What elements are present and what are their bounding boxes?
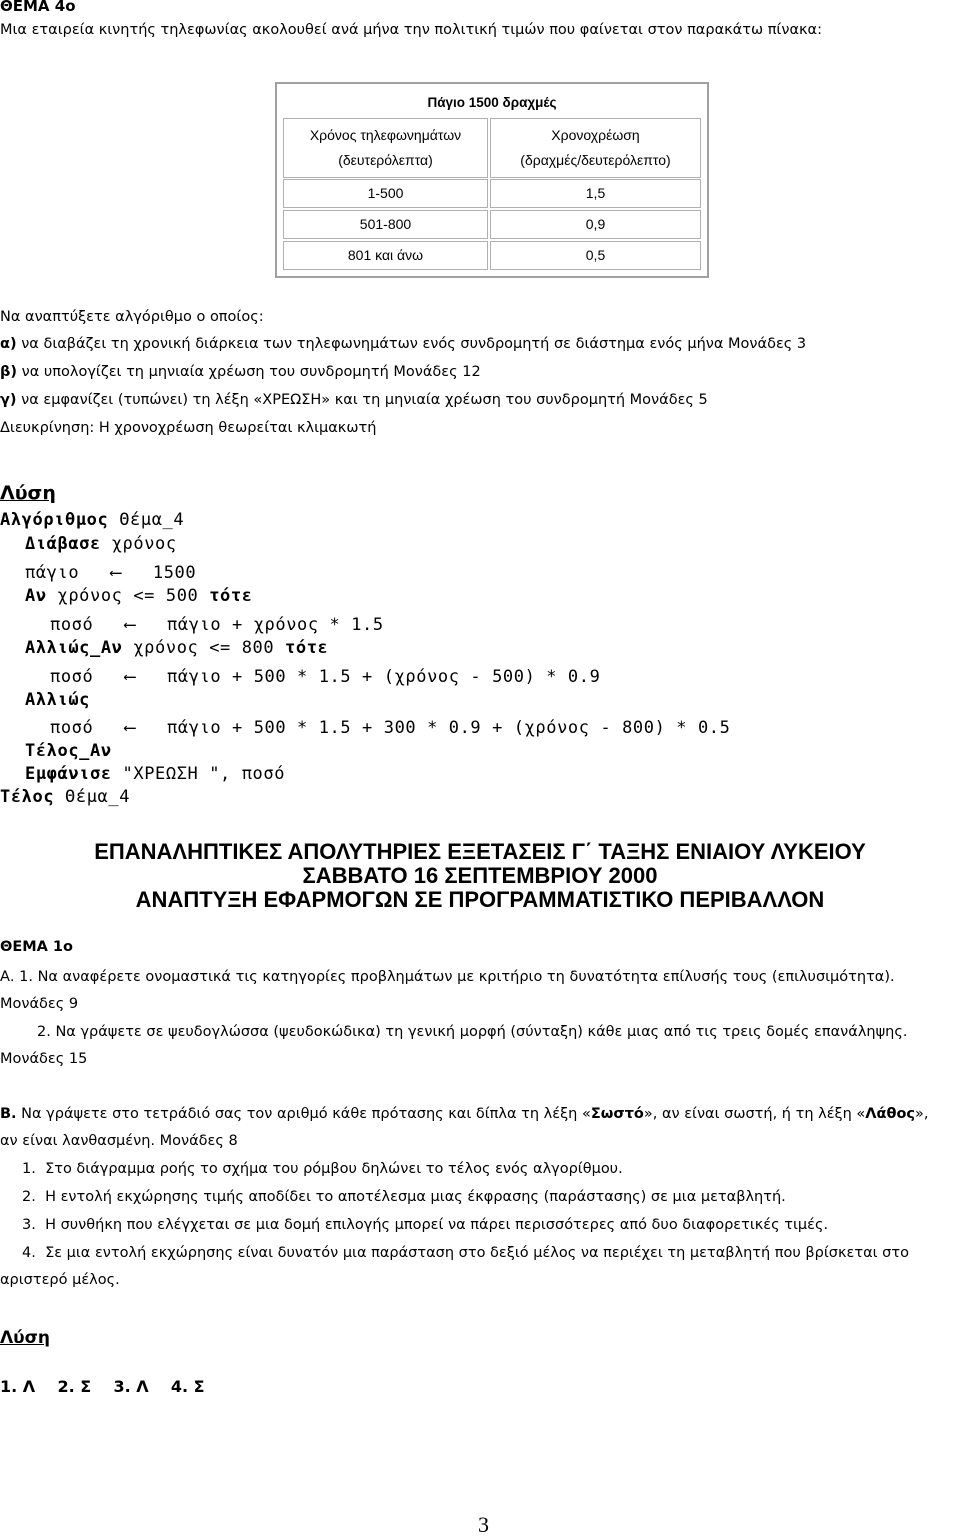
question-b-cont: αν είναι λανθασμένη. Μονάδες 8	[0, 1133, 238, 1149]
statement-cont: αριστερό μέλος.	[0, 1272, 120, 1288]
question-b-label: Β.	[0, 1106, 17, 1122]
question-b-text: Να γράψετε στο τετράδιό σας τον αριθμό κάθε πρότασης και δίπλα τη λέξη «	[16, 1106, 591, 1122]
table-row-range: 1-500	[283, 179, 488, 208]
algo-line	[50, 718, 730, 738]
table-row-rate: 0,5	[490, 241, 701, 270]
code-text: "ΧΡΕΩΣΗ ", ποσό	[111, 764, 286, 784]
task-text: να υπολογίζει τη μηνιαία χρέωση του συνδρομητή Μονάδες 12	[21, 364, 481, 380]
task-item-b	[0, 364, 481, 380]
algo-line	[50, 615, 384, 635]
table-header-rate	[490, 118, 701, 178]
header-duration-line1: Χρόνος τηλεφωνημάτων	[309, 127, 462, 143]
statement	[22, 1217, 828, 1233]
task-item-c	[0, 392, 708, 408]
wrong-word: Λάθος	[865, 1106, 915, 1122]
assign-arrow-icon: ⟵	[124, 667, 136, 687]
answers: 1. Λ 2. Σ 3. Λ 4. Σ	[0, 1377, 205, 1396]
question-a1: Α. 1. Να αναφέρετε ονομαστικά τις κατηγορίες προβλημάτων με κριτήριο τη δυνατότητα επίλυσής τους (επιλυσιμότητα).	[0, 969, 895, 985]
statement-number: 1.	[22, 1161, 36, 1177]
algo-line	[50, 667, 600, 687]
code-text: πάγιο + χρόνος * 1.5	[167, 615, 384, 635]
table-row-range: 501-800	[283, 210, 488, 239]
code-text: Θέμα_4	[54, 787, 131, 807]
code-text: ποσό	[50, 718, 94, 738]
question-b-text: », αν είναι σωστή, ή τη λέξη «	[643, 1106, 866, 1122]
theme4-intro: Μια εταιρεία κινητής τηλεφωνίας ακολουθεί ανά μήνα την πολιτική τιμών που φαίνεται στον παρακάτω πίνακα:	[0, 22, 822, 38]
code-text: πάγιο + 500 * 1.5 + (χρόνος - 500) * 0.9	[167, 667, 601, 687]
table-row-rate: 1,5	[490, 179, 701, 208]
keyword: Αλγόριθμος	[0, 510, 109, 530]
table-row-rate: 0,9	[490, 210, 701, 239]
keyword: Τέλος	[0, 787, 55, 807]
task-text: να διαβάζει τη χρονική διάρκεια των τηλεφωνημάτων ενός συνδρομητή σε διάστημα ενός μήνα Μονάδες 3	[21, 336, 807, 352]
question-b-text: »,	[915, 1106, 929, 1122]
header-rate-line2: (δραχμές/δευτερόλεπτο)	[520, 152, 671, 168]
table-row-range: 801 και άνω	[283, 241, 488, 270]
keyword: Εμφάνισε	[25, 764, 112, 784]
task-label: β)	[0, 364, 18, 380]
theme1-heading: ΘΕΜΑ 1ο	[0, 939, 73, 955]
algo-line	[0, 787, 130, 807]
task-text: να εμφανίζει (τυπώνει) τη λέξη «ΧΡΕΩΣΗ» και τη μηνιαία χρέωση του συνδρομητή Μονάδες 5	[21, 392, 708, 408]
header-rate-line1: Χρονοχρέωση	[551, 127, 640, 143]
exam-subject: ΑΝΑΠΤΥΞΗ ΕΦΑΡΜΟΓΩΝ ΣΕ ΠΡΟΓΡΑΜΜΑΤΙΣΤΙΚΟ ΠΕΡΙΒΑΛΛΟΝ	[135, 887, 825, 912]
assign-arrow-icon: ⟵	[124, 615, 136, 635]
algo-line	[25, 741, 112, 761]
algo-line	[25, 586, 253, 606]
task-intro: Να αναπτύξετε αλγόριθμο ο οποίος:	[0, 309, 264, 325]
keyword: Αν	[25, 586, 47, 606]
theme4-heading: ΘΕΜΑ 4ο	[0, 0, 76, 15]
code-text: χρόνος	[100, 534, 177, 554]
statement	[22, 1161, 623, 1177]
statement-number: 2.	[22, 1189, 36, 1205]
statement	[22, 1189, 786, 1205]
task-item-a	[0, 336, 806, 352]
algo-line	[25, 534, 177, 554]
code-text: πάγιο + 500 * 1.5 + 300 * 0.9 + (χρόνος - 800) * 0.5	[167, 718, 731, 738]
question-a1-units: Μονάδες 9	[0, 996, 79, 1012]
algo-line	[0, 510, 184, 530]
correct-word: Σωστό	[590, 1106, 644, 1122]
code-text: Θέμα_4	[108, 510, 185, 530]
algo-line	[25, 764, 285, 784]
header-duration-line2: (δευτερόλεπτα)	[338, 152, 433, 168]
exam-title: ΕΠΑΝΑΛΗΠΤΙΚΕΣ ΑΠΟΛΥΤΗΡΙΕΣ ΕΞΕΤΑΣΕΙΣ Γ΄ ΤΑΞΗΣ ΕΝΙΑΙΟΥ ΛΥΚΕΙΟΥ	[94, 839, 866, 864]
statement-text: Στο διάγραμμα ροής το σχήμα του ρόμβου δηλώνει το τέλος ενός αλγορίθμου.	[45, 1161, 623, 1177]
code-text: 1500	[152, 563, 197, 583]
question-b	[0, 1106, 928, 1122]
keyword: Αλλιώς	[25, 690, 91, 710]
table-header-duration	[283, 118, 488, 178]
algo-line	[25, 563, 196, 583]
assign-arrow-icon: ⟵	[124, 718, 136, 738]
page-number: 3	[478, 1512, 489, 1537]
algo-line	[25, 690, 90, 710]
exam-date: ΣΑΒΒΑΤΟ 16 ΣΕΠΤΕΜΒΡΙΟΥ 2000	[302, 863, 658, 888]
statement-number: 4.	[22, 1245, 36, 1261]
code-text: χρόνος <= 800	[122, 638, 286, 658]
keyword: Διάβασε	[25, 534, 101, 554]
algo-line	[25, 638, 328, 658]
statement-text: Η εντολή εκχώρησης τιμής αποδίδει το αποτέλεσμα μιας έκφρασης (παράστασης) σε μια μεταβλητή.	[45, 1189, 786, 1205]
statement-text: Σε μια εντολή εκχώρησης είναι δυνατόν μια παράσταση στο δεξιό μέλος να περιέχει τη μεταβλητή που βρίσκεται στο	[45, 1245, 909, 1261]
code-text: χρόνος <= 500	[46, 586, 210, 606]
question-a2-units: Μονάδες 15	[0, 1051, 88, 1067]
assign-arrow-icon: ⟵	[110, 563, 122, 583]
clarification: Διευκρίνηση: Η χρονοχρέωση θεωρείται κλιμακωτή	[0, 420, 377, 436]
code-text: ποσό	[50, 615, 94, 635]
keyword: Αλλιώς_Αν	[25, 638, 123, 658]
code-text: πάγιο	[25, 563, 80, 583]
table-caption: Πάγιο 1500 δραχμές	[427, 95, 557, 110]
price-table	[275, 82, 709, 278]
solution1-heading: Λύση	[0, 1328, 50, 1348]
statement-text: Η συνθήκη που ελέγχεται σε μια δομή επιλογής μπορεί να πάρει περισσότερες από δυο διαφορετικές τιμές.	[45, 1217, 829, 1233]
code-text: ποσό	[50, 667, 94, 687]
keyword: τότε	[285, 638, 329, 658]
keyword: Τέλος_Αν	[25, 741, 112, 761]
solution-heading: Λύση	[0, 482, 56, 504]
task-label: α)	[0, 336, 17, 352]
keyword: τότε	[209, 586, 253, 606]
question-a2: 2. Να γράψετε σε ψευδογλώσσα (ψευδοκώδικα) τη γενική μορφή (σύνταξη) κάθε μιας από τις τρεις δομές επανάληψης.	[37, 1024, 908, 1040]
statement	[22, 1245, 909, 1261]
task-label: γ)	[0, 392, 17, 408]
statement-number: 3.	[22, 1217, 36, 1233]
